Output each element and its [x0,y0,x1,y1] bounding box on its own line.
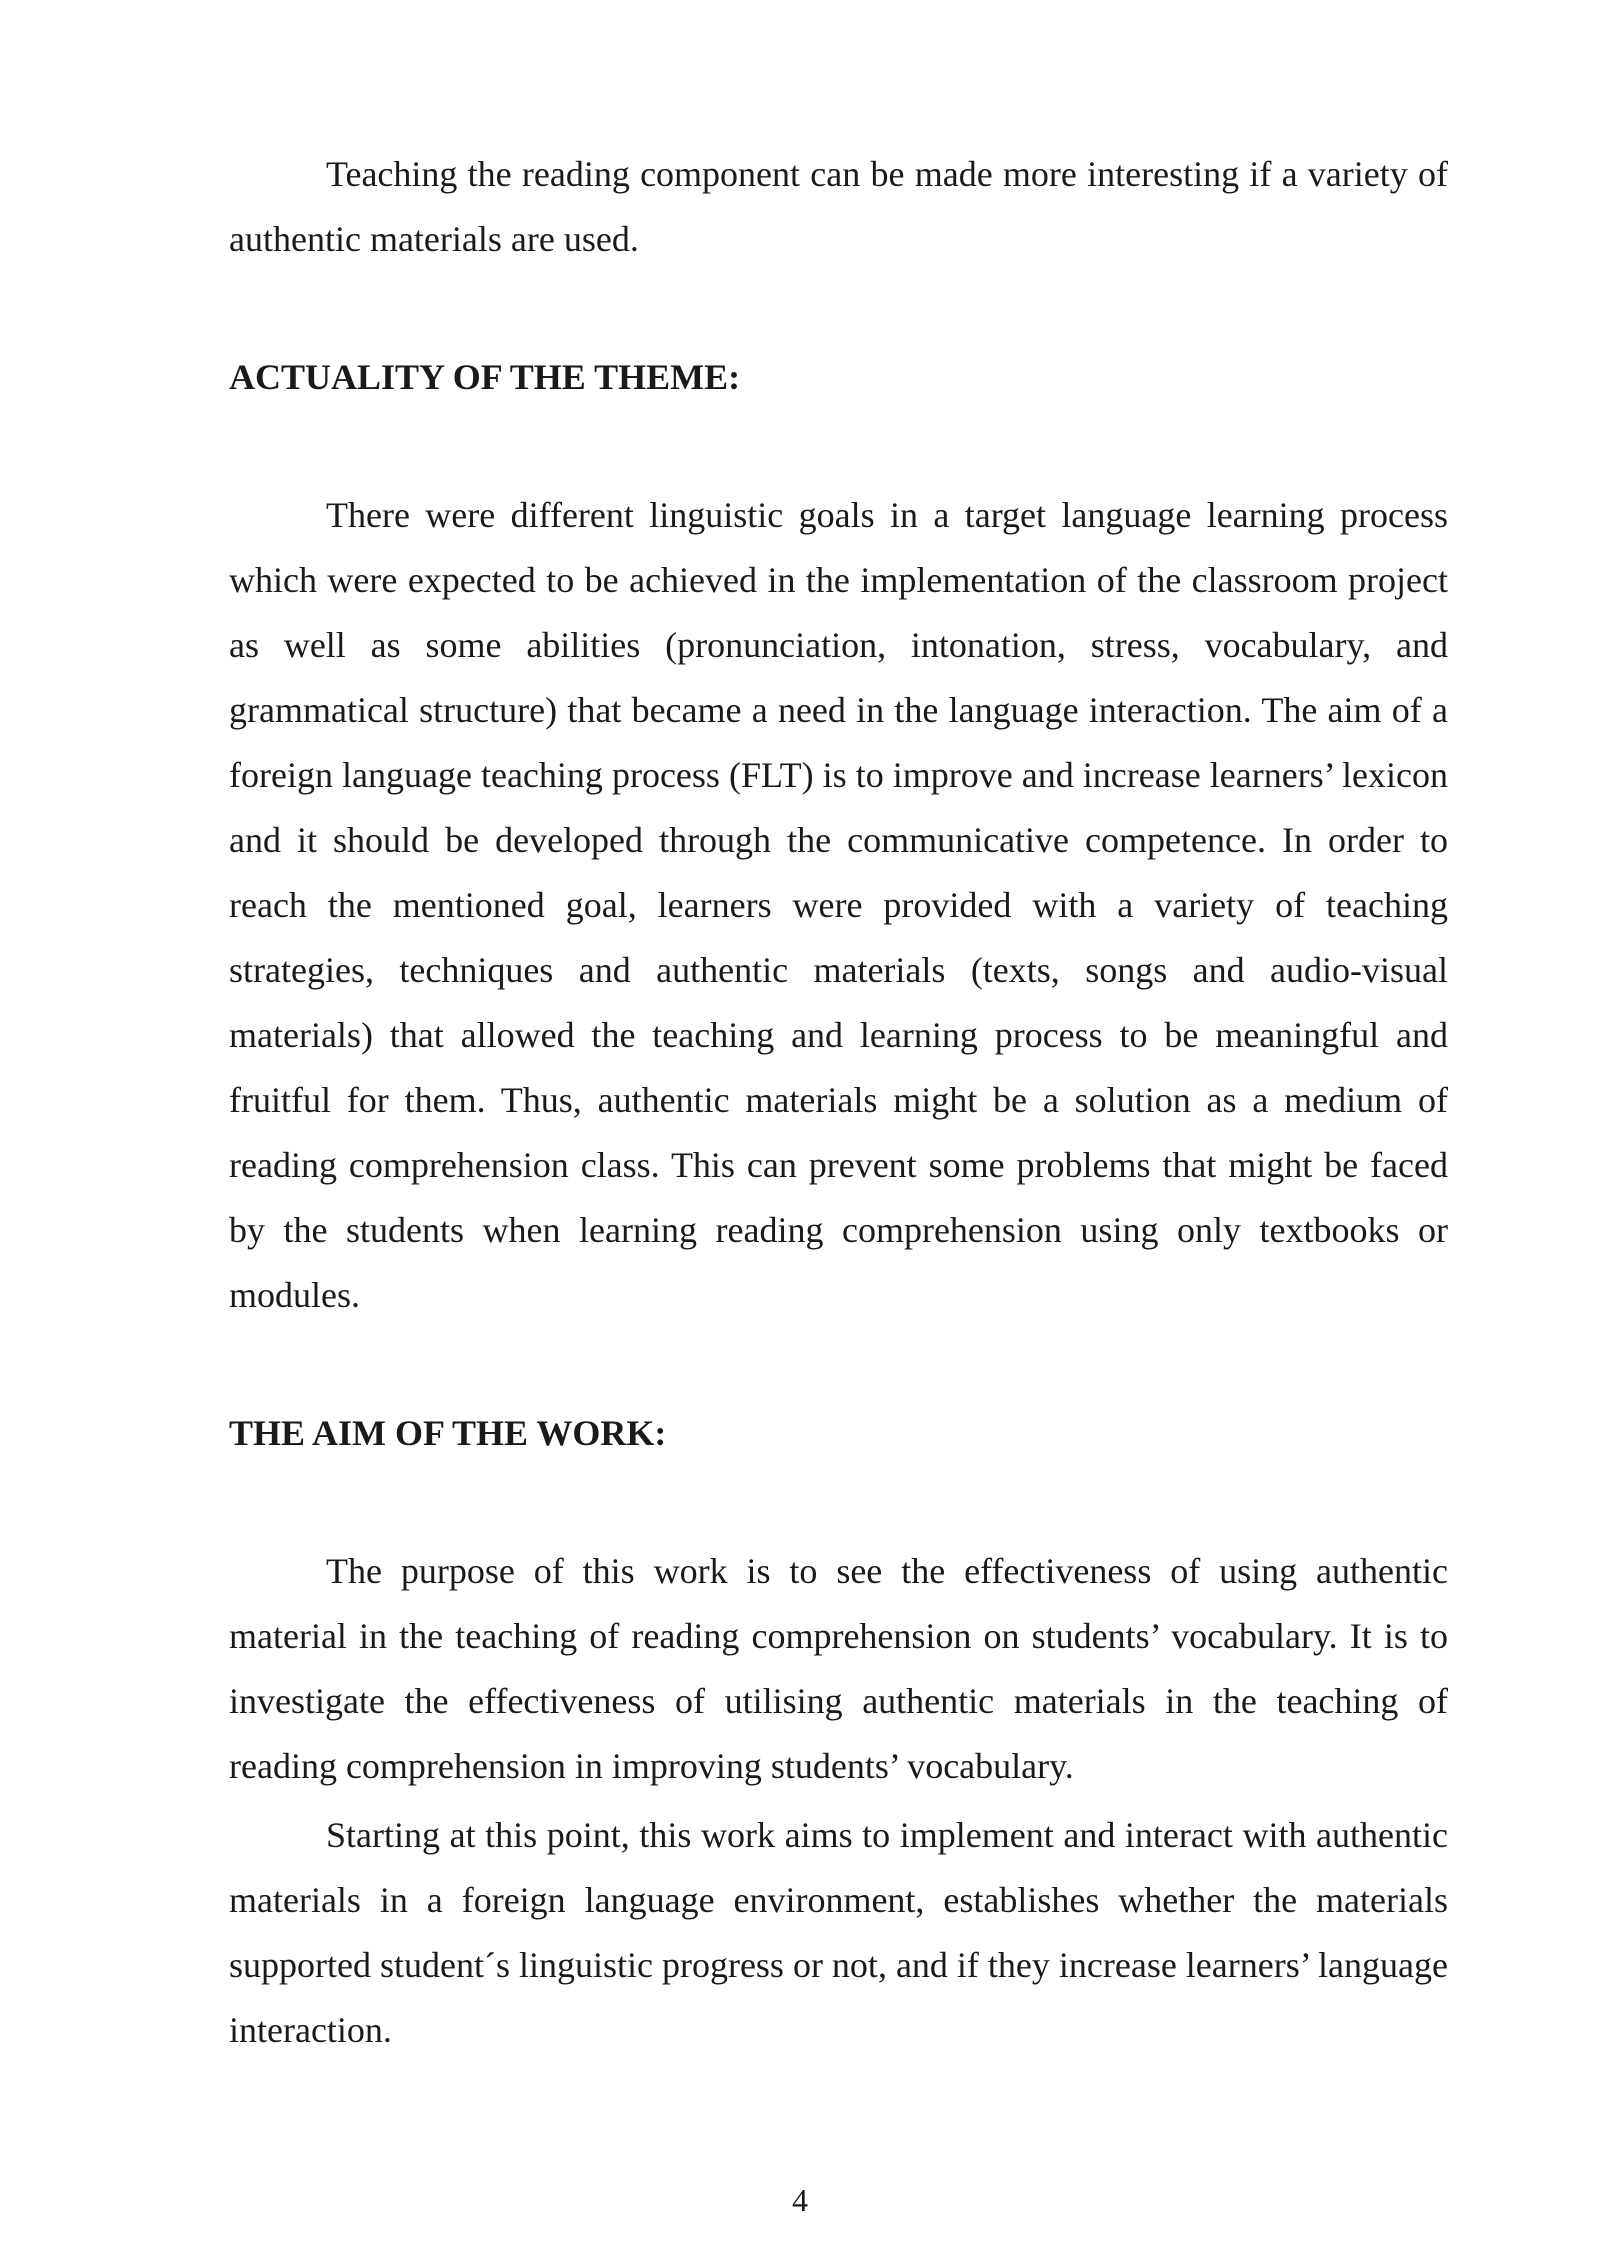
aim-paragraph-purpose: The purpose of this work is to see the effectiveness of using authentic material in the teaching of reading comprehension on students’ vocabulary. It is to investigate the effectiveness of utilising authentic materials in the teaching of reading comprehension in improving students’ vocabulary. [229,1551,1448,1786]
page-number: 4 [792,2182,808,2218]
actuality-heading: ACTUALITY OF THE THEME: [229,357,741,397]
intro-paragraph: Teaching the reading component can be made more interesting if a variety of authentic materials are used. [229,154,1448,259]
actuality-paragraph: There were different linguistic goals in a target language learning process which were expected to be achieved in the implementation of the classroom project as well as some abilities (pronunciation, intonation, stress, vocabulary, and grammatical structure) that became a need in the language interaction. The aim of a foreign language teaching process (FLT) is to improve and increase learners’ lexicon and it should be developed through the communicative competence. In order to reach the mentioned goal, learners were provided with a variety of teaching strategies, techniques and authentic materials (texts, songs and audio-visual materials) that allowed the teaching and learning process to be meaningful and fruitful for them. Thus, authentic materials might be a solution as a medium of reading comprehension class. This can prevent some problems that might be faced by the students when learning reading comprehension using only textbooks or modules. [229,495,1448,1315]
aim-paragraph-starting-point: Starting at this point, this work aims to implement and interact with authentic materials in a foreign language environment, establishes whether the materials supported student´s linguistic progress or not, and if they increase learners’ language interaction. [229,1815,1448,2050]
page-content [229,142,1448,2063]
aim-heading: THE AIM OF THE WORK: [229,1413,667,1453]
